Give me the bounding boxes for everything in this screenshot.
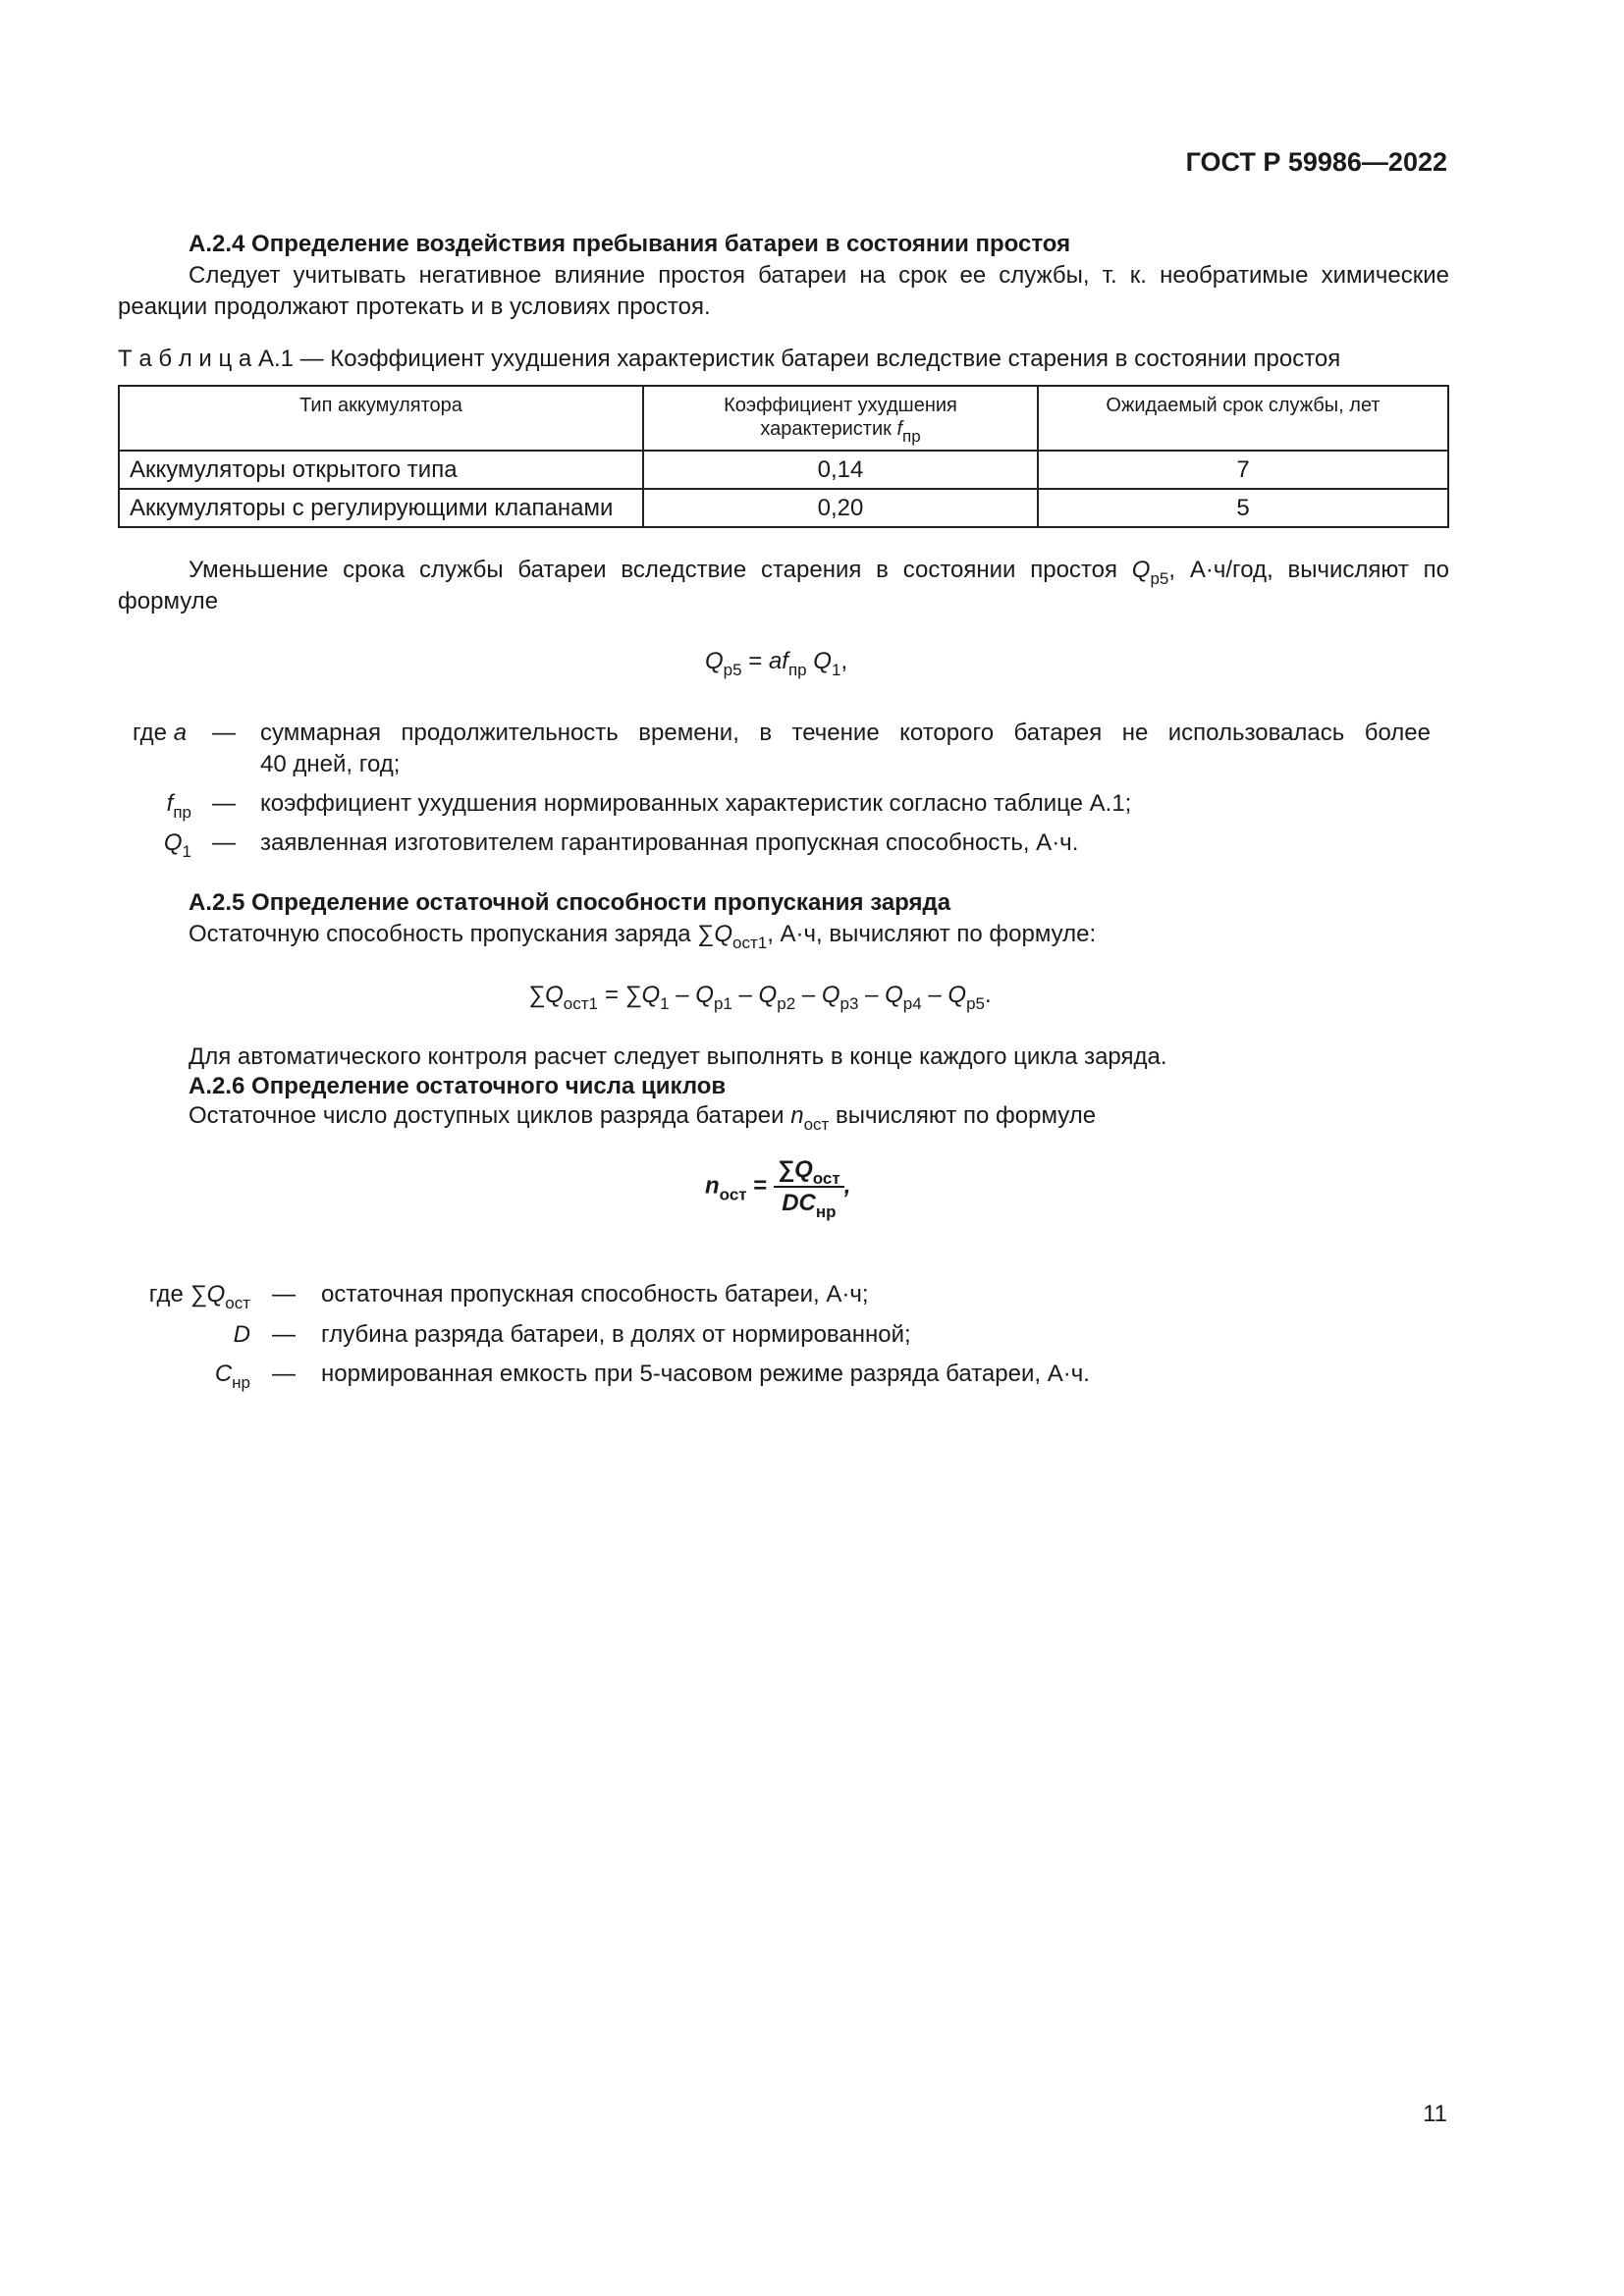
definition-sum-q [0,1279,1624,1312]
formula-qp5-lhs: Q [705,648,724,674]
reduction-text-post: , А·ч/год, вычисляют по [1168,557,1450,583]
formula-residual-cycles [705,1156,851,1221]
table-caption-label: Т а б л и ц а [118,346,252,372]
definition-term-sub: 1 [182,842,191,861]
table-row [119,489,1448,527]
section-a26-heading: А.2.6 Определение остаточного числа циклов [189,1073,727,1099]
page-number: 11 [1423,2101,1447,2127]
formula-sub: p5 [966,994,985,1013]
definition-term: a [173,720,188,746]
reduction-text-pre: Уменьшение срока службы батареи вследствие старения в состоянии простоя [189,557,1117,583]
definition-text: нормированная емкость при 5-часовом режиме разряда батареи, А·ч. [321,1361,1090,1387]
reduction-para-line1 [189,555,1449,586]
table-cell-type: Аккумуляторы с регулирующими клапанами [119,489,643,527]
definition-dash: — [272,1361,296,1387]
definition-prefix: где [133,720,168,746]
definition-q1 [0,828,1624,861]
section-a24-para-line2: реакции продолжают протекать и в условиях простоя. [118,294,711,320]
formula-sub: ост1 [563,994,598,1013]
formula-den-sub: нр [815,1202,837,1221]
table-cell-life: 5 [1038,489,1448,527]
formula-sub: p1 [713,994,732,1013]
formula-fraction [774,1156,844,1221]
formula-tail: . [985,982,992,1008]
table-cell-coef: 0,14 [643,451,1038,489]
table-header-life: Ожидаемый срок службы, лет [1038,386,1448,451]
section-a25-symbol-sub: ост1 [732,934,768,952]
table-header-coef-symbol: f [896,418,902,440]
formula-numerator [774,1156,844,1188]
table-cell-coef: 0,20 [643,489,1038,527]
definition-dash: — [272,1281,296,1308]
formula-qp5-af: af [768,648,788,674]
definition-fpr [0,788,1624,822]
formula-sub: 1 [660,994,670,1013]
table-header-type: Тип аккумулятора [119,386,643,451]
section-a26-symbol: n [790,1102,804,1129]
section-a26-para [189,1100,1096,1132]
section-a26-symbol-sub: ост [803,1115,830,1134]
definition-dash: — [212,829,236,856]
table-header-coef-line2: характеристик [760,418,892,440]
definition-term: Q [163,829,183,856]
formula-eq: = [746,1172,768,1200]
formula-qp5-tail: , [840,648,848,674]
definition-text: остаточная пропускная способность батареи, А·ч; [321,1281,869,1308]
section-a24-para-line1: Следует учитывать негативное влияние простоя батареи на срок ее службы, т. к. необратимые химические [189,262,1449,289]
reduction-para-line2: формуле [118,588,219,614]
table-a1 [118,385,1449,528]
definition-text: заявленная изготовителем гарантированная пропускная способность, А·ч. [260,829,1079,856]
definition-term: ∑Q [189,1281,226,1308]
section-a25-para-post: , А·ч, вычисляют по формуле: [767,921,1097,947]
table-cell-type: Аккумуляторы открытого типа [119,451,643,489]
formula-qp5 [705,648,848,679]
definition-term: C [214,1361,233,1387]
formula-term: = ∑Q [597,982,661,1008]
definition-prefix: где [148,1281,184,1308]
formula-residual-capacity [528,982,992,1013]
formula-qp5-eq: = [741,648,769,674]
section-a25-symbol: Q [714,921,732,947]
formula-num-sub: ост [812,1169,840,1188]
definition-text: глубина разряда батареи, в долях от нормированной; [321,1321,911,1348]
formula-term: – Q [858,982,903,1008]
table-caption-text: А.1 — Коэффициент ухудшения характеристик батареи вследствие старения в состоянии простоя [257,346,1341,372]
formula-qp5-q-sub: 1 [831,661,841,679]
formula-sub: p3 [839,994,859,1013]
formula-denominator [774,1188,844,1221]
table-header-coef-line1: Коэффициент ухудшения [724,395,957,416]
auto-control-note: Для автоматического контроля расчет следует выполнять в конце каждого цикла заряда. [189,1043,1167,1070]
document-header: ГОСТ Р 59986—2022 [1185,147,1447,177]
formula-term: – Q [669,982,714,1008]
formula-term: ∑Q [528,982,564,1008]
definition-term-sub: ост [225,1294,250,1312]
formula-qp5-q: Q [806,648,832,674]
definition-text: коэффициент ухудшения нормированных характеристик согласно таблице А.1; [260,790,1132,817]
definition-dash: — [212,720,236,746]
formula-num-term: ∑Q [777,1156,813,1183]
reduction-symbol-sub: p5 [1150,569,1169,588]
formula-qp5-af-sub: пр [787,661,807,679]
formula-den-term: DC [782,1190,816,1216]
formula-sub: p2 [777,994,796,1013]
definition-term-sub: нр [232,1373,250,1392]
table-header-coef [643,386,1038,451]
section-a24-heading: А.2.4 Определение воздействия пребывания батареи в состоянии простоя [189,231,1071,257]
reduction-symbol: Q [1131,557,1151,583]
table-caption [118,344,1340,375]
definition-a [0,718,1624,780]
formula-term: – Q [731,982,778,1008]
section-a25-para-pre: Остаточную способность пропускания заряда ∑ [189,921,715,947]
section-a26-para-post: вычисляют по формуле [829,1102,1097,1129]
formula-lhs-sub: ост [719,1185,747,1204]
definition-term: D [233,1321,250,1348]
formula-term: – Q [921,982,967,1008]
formula-term: – Q [795,982,840,1008]
definition-dash: — [272,1321,296,1348]
table-header-row [119,386,1448,451]
table-header-coef-sub: пр [902,427,921,446]
section-a25-para [189,919,1096,950]
table-cell-life: 7 [1038,451,1448,489]
section-a26-para-pre: Остаточное число доступных циклов разряда батареи [189,1102,785,1129]
formula-qp5-lhs-sub: p5 [723,661,742,679]
definition-text: суммарная продолжительность времени, в течение которого батарея не использовалась более [260,720,1431,746]
section-a25-heading: А.2.5 Определение остаточной способности пропускания заряда [189,889,951,916]
formula-tail: , [843,1172,851,1200]
definition-d [0,1319,1624,1353]
definition-text-cont: 40 дней, год; [260,751,401,777]
formula-lhs: n [705,1172,720,1200]
definition-term: f [166,790,174,817]
definition-dash: — [212,790,236,817]
definition-cnr [0,1359,1624,1392]
formula-sub: p4 [902,994,922,1013]
table-row [119,451,1448,489]
definition-term-sub: пр [173,803,191,822]
